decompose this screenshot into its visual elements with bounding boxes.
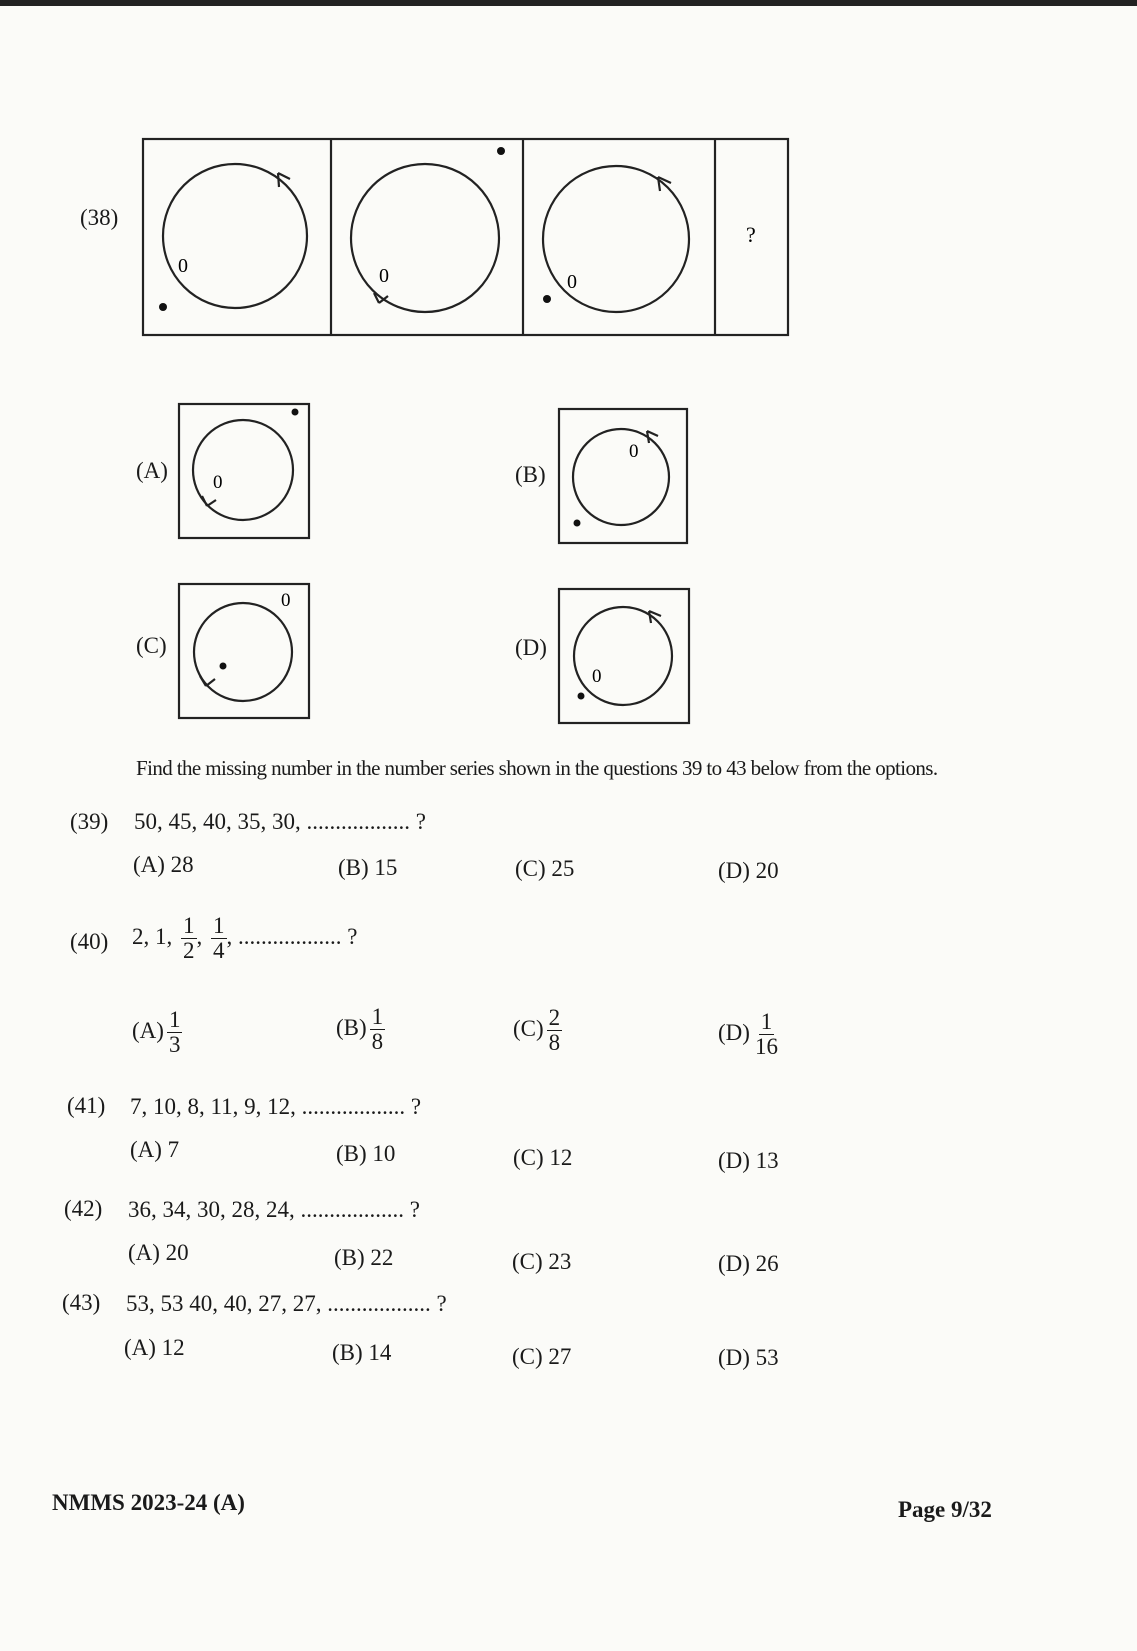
cell-2-digit: 0 [379, 265, 389, 287]
question-42-blank: .................. ? [300, 1197, 420, 1222]
question-39-text [134, 809, 426, 835]
page-top-edge [0, 0, 1137, 6]
series-outer-frame [143, 139, 788, 335]
q39-option-c[interactable]: (C) 25 [515, 856, 575, 881]
question-39-number: (39) [70, 809, 109, 834]
q41-option-a[interactable]: (A) 7 [130, 1137, 180, 1162]
q40-option-b[interactable]: (B) $\frac{1}{8}$ [336, 1004, 384, 1055]
question-39-series: 50, 45, 40, 35, 30, [134, 809, 307, 834]
q43-option-a[interactable]: (A) 12 [124, 1335, 185, 1360]
q38-option-b-figure[interactable] [555, 405, 695, 550]
series-instruction: Find the missing number in the number series shown in the questions 39 to 43 below from the options. [136, 756, 938, 780]
question-43-blank: .................. ? [327, 1291, 447, 1316]
q42-option-b[interactable]: (B) 22 [334, 1245, 394, 1270]
cell-3-circle [543, 166, 689, 312]
cell-3-dot [543, 295, 551, 303]
question-41-text [130, 1094, 421, 1120]
missing-figure-mark: ? [746, 222, 756, 247]
q39-option-d[interactable]: (D) 20 [718, 858, 779, 883]
q41-option-d[interactable]: (D) 13 [718, 1148, 779, 1173]
q39-option-a[interactable]: (A) 28 [133, 852, 194, 877]
question-40-blank: , .................. ? [226, 923, 358, 949]
question-43-text [126, 1291, 447, 1317]
q43-option-c[interactable]: (C) 27 [512, 1344, 572, 1369]
option-d-digit: 0 [592, 666, 602, 687]
option-c-digit: 0 [281, 590, 291, 611]
question-40-number: (40) [70, 929, 109, 954]
question-43-number: (43) [62, 1290, 101, 1315]
cell-2-circle [351, 164, 499, 312]
question-39-blank: .................. ? [306, 809, 426, 834]
q41-option-c[interactable]: (C) 12 [513, 1145, 573, 1170]
option-a-digit: 0 [213, 472, 223, 493]
q40-option-d[interactable]: (D) $\frac{1}{16}$ [718, 1009, 778, 1060]
q41-option-b[interactable]: (B) 10 [336, 1141, 396, 1166]
cell-1-circle [163, 164, 307, 308]
question-38-number: (38) [80, 205, 119, 230]
q42-option-c[interactable]: (C) 23 [512, 1249, 572, 1274]
question-41-series: 7, 10, 8, 11, 9, 12, [130, 1094, 302, 1119]
q42-option-a[interactable]: (A) 20 [128, 1240, 189, 1265]
option-b-digit: 0 [629, 441, 639, 462]
q42-option-d[interactable]: (D) 26 [718, 1251, 779, 1276]
question-42-number: (42) [64, 1196, 103, 1221]
question-42-series: 36, 34, 30, 28, 24, [128, 1197, 301, 1222]
question-40-fraction-1: $\frac{1}{2}$ [183, 913, 195, 964]
question-42-text [128, 1197, 420, 1223]
q38-option-a-label[interactable]: (A) [136, 458, 168, 483]
question-41-number: (41) [67, 1093, 106, 1118]
q40-option-a[interactable]: (A) $\frac{1}{3}$ [132, 1007, 181, 1058]
cell-1-digit: 0 [178, 255, 188, 277]
q38-option-d-figure[interactable] [555, 585, 695, 730]
question-40-series-start: 2, 1, [132, 923, 178, 949]
q43-option-d[interactable]: (D) 53 [718, 1345, 779, 1370]
cell-2-dot [497, 147, 505, 155]
q40-option-c[interactable]: (C) $\frac{2}{8}$ [513, 1005, 561, 1056]
q38-option-c-figure[interactable] [175, 580, 315, 725]
question-43-series: 53, 53 40, 40, 27, 27, [126, 1291, 328, 1316]
q43-option-b[interactable]: (B) 14 [332, 1340, 392, 1365]
cell-3-digit: 0 [567, 271, 577, 293]
footer-page-number: Page 9/32 [898, 1497, 992, 1522]
question-40-text: 2, 1, $\frac{1}{2}$ , $\frac{1}{4}$ , .................. ? [132, 913, 358, 964]
q39-option-b[interactable]: (B) 15 [338, 855, 398, 880]
question-38-figure-series [135, 135, 800, 345]
q38-option-a-figure[interactable] [175, 400, 315, 545]
cell-1-dot [159, 303, 167, 311]
footer-exam-code: NMMS 2023-24 (A) [52, 1490, 245, 1515]
question-40-fraction-2: $\frac{1}{4}$ [213, 913, 225, 964]
q38-option-c-label[interactable]: (C) [136, 633, 167, 658]
q38-option-d-label[interactable]: (D) [515, 635, 547, 660]
q38-option-b-label[interactable]: (B) [515, 462, 546, 487]
question-41-blank: .................. ? [301, 1094, 422, 1119]
